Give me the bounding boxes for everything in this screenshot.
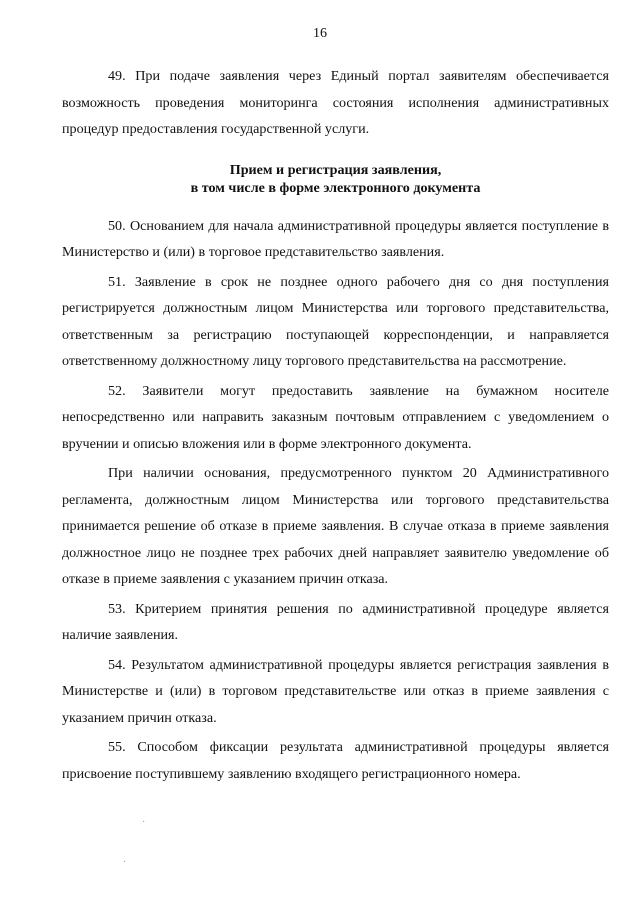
paragraph-55: 55. Способом фиксации результата административной процедуры является присвоение поступившему заявлению входящего регистрационного номера. [62,739,609,782]
page-number: 16 [313,26,327,41]
paragraph-51: 51. Заявление в срок не позднее одного рабочего дня со дня поступления регистрируется должностным лицом Министерства или торгового представительства, ответственным за регистрацию поступающей корреспонденции, и направляется ответственному должностному лицу торгового представительства на рассмотрение. [62,273,609,369]
section-heading [62,161,609,197]
paragraph-54: 54. Результатом административной процедуры является регистрация заявления в Министерстве и (или) в торговом представительстве или отказ в приеме заявления с указанием причин отказа. [62,656,609,726]
section-heading-line-1: Прием и регистрация заявления, [229,161,442,178]
section-heading-line-2: в том числе в форме электронного документа [190,179,481,196]
paragraph-53: 53. Критерием принятия решения по административной процедуре является наличие заявления. [62,600,609,643]
paragraph-50: 50. Основанием для начала административной процедуры является поступление в Министерство и (или) в торговое представительство заявления. [62,217,609,260]
paragraph-52-continued: При наличии основания, предусмотренного пунктом 20 Административного регламента, должностным лицом Министерства или торгового представительства принимается решение об отказе в приеме заявления. В случае отказа в приеме заявления должностное лицо не позднее трех рабочих дней направляет заявителю уведомление об отказе в приеме заявления с указанием причин отказа. [62,465,609,587]
document-body [62,63,609,787]
scan-speck: · [142,817,146,828]
scan-speck: · [123,857,127,868]
paragraph-49: 49. При подаче заявления через Единый портал заявителям обеспечивается возможность проведения мониторинга состояния исполнения административных процедур предоставления государственной услуги. [62,68,609,137]
paragraph-52: 52. Заявители могут предоставить заявление на бумажном носителе непосредственно или направить заказным почтовым отправлением с уведомлением о вручении и описью вложения или в форме электронного документа. [62,382,609,452]
